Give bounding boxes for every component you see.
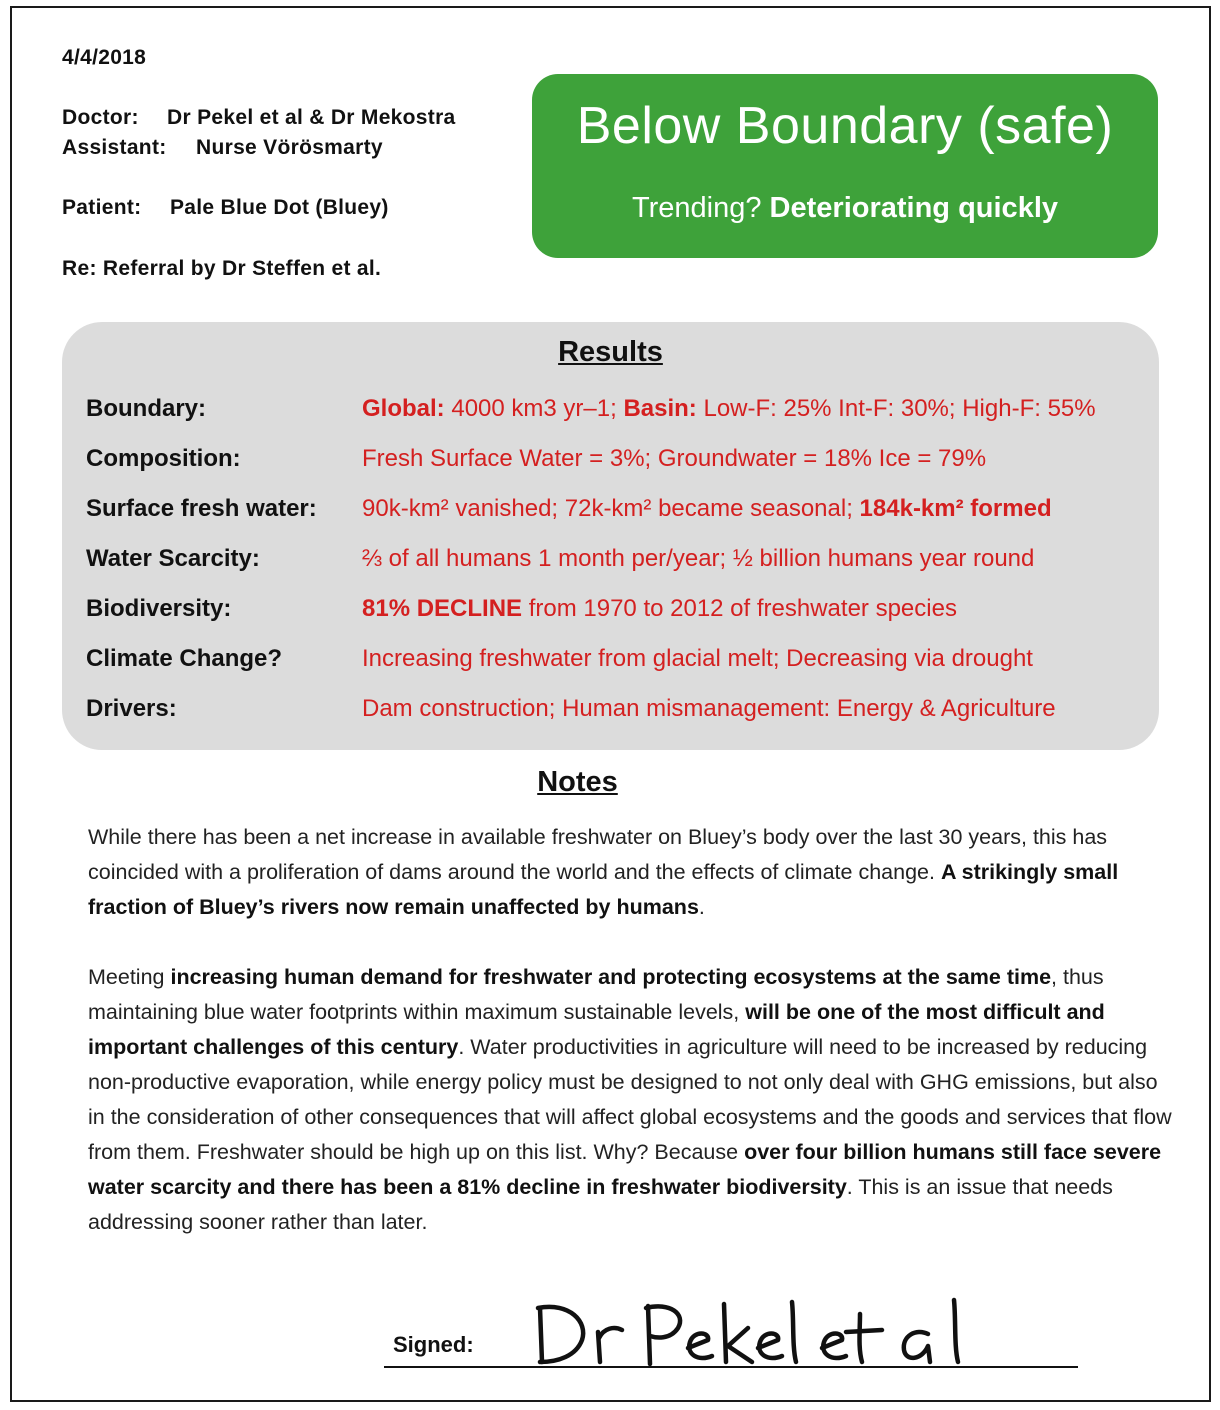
value-emphasis: 81% DECLINE <box>362 595 523 622</box>
value-text: Fresh Surface Water = 3%; Groundwater = 18% Ice = 79% <box>362 445 987 472</box>
value-text: Increasing freshwater from glacial melt; Decreasing via drought <box>362 645 1033 672</box>
signed-label: Signed: <box>393 1332 474 1357</box>
assistant-label: Assistant: <box>62 136 167 159</box>
trend-label: Trending? <box>631 192 762 224</box>
document-date: 4/4/2018 <box>62 46 147 69</box>
patient-line <box>62 196 389 220</box>
doctor-label: Doctor: <box>62 106 139 129</box>
results-row-value <box>362 695 1056 723</box>
notes-text: . This is an issue that needs addressing sooner rather than later. <box>88 1175 1113 1234</box>
assistant-line <box>62 136 383 160</box>
notes-emphasis: increasing human demand for freshwater and protecting ecosystems at the same time <box>170 965 1052 989</box>
results-row-label: Biodiversity: <box>86 595 232 622</box>
notes-text: . <box>698 895 705 919</box>
results-panel <box>62 322 1159 750</box>
notes-text: . Water productivities in agriculture will need to be increased by reducing non-productive evaporation, while energy policy must be designed to not only deal with GHG emissions, but also in the consideration of other consequences that will affect global ecosystems and the goods and services that flow from them. Freshwater should be high up on this list. Why? Because <box>88 1035 1172 1164</box>
results-row-value <box>362 495 1052 523</box>
value-text: Dam construction; Human mismanagement: Energy & Agriculture <box>362 695 1056 722</box>
value-text: 90k-km² vanished; 72k-km² became seasonal; <box>362 495 860 522</box>
value-text: Low-F: 25% Int-F: 30%; High-F: 55% <box>696 395 1096 422</box>
status-trend <box>532 192 1158 225</box>
trend-value: Deteriorating quickly <box>769 192 1059 224</box>
assistant-name: Nurse Vörösmarty <box>196 136 383 159</box>
value-emphasis: Global: <box>362 395 445 422</box>
results-row-value <box>362 645 1033 673</box>
notes-emphasis: will be one of the most difficult and important challenges of this century <box>88 1000 1105 1059</box>
results-row-value <box>362 595 957 623</box>
notes-text: While there has been a net increase in available freshwater on Bluey’s body over the last 30 years, this has coincided with a proliferation of dams around the world and the effects of climate change. <box>88 825 1108 884</box>
notes-emphasis: over four billion humans still face severe water scarcity and there has been a 81% decline in freshwater biodiversity <box>88 1140 1162 1199</box>
results-row-value <box>362 395 1096 423</box>
notes-paragraph-2 <box>88 960 1173 1240</box>
status-title: Below Boundary (safe) <box>576 97 1114 155</box>
results-row-label: Boundary: <box>86 395 206 422</box>
value-text: ⅔ of all humans 1 month per/year; ½ billion humans year round <box>362 545 1035 572</box>
notes-emphasis: A strikingly small fraction of Bluey’s rivers now remain unaffected by humans <box>88 860 1119 919</box>
results-row-label: Composition: <box>86 445 241 472</box>
patient-name: Pale Blue Dot (Bluey) <box>170 196 389 219</box>
doctor-name: Dr Pekel et al & Dr Mekostra <box>167 106 456 129</box>
results-row-label: Drivers: <box>86 695 177 722</box>
notes-text: , thus maintaining blue water footprints within maximum sustainable levels, <box>88 965 1104 1024</box>
value-text: from 1970 to 2012 of freshwater species <box>522 595 957 622</box>
status-badge <box>532 74 1158 258</box>
notes-paragraph-1 <box>88 820 1173 925</box>
value-emphasis: 184k-km² formed <box>859 495 1052 522</box>
referral-line: Re: Referral by Dr Steffen et al. <box>62 257 382 280</box>
results-heading: Results <box>558 336 663 368</box>
results-row-label: Water Scarcity: <box>86 545 260 572</box>
notes-text: Meeting <box>88 965 171 989</box>
handwritten-signature <box>530 1290 980 1370</box>
notes-heading: Notes <box>537 766 618 798</box>
patient-label: Patient: <box>62 196 142 219</box>
results-row-value <box>362 545 1034 573</box>
results-row-label: Climate Change? <box>86 645 283 672</box>
value-emphasis: Basin: <box>623 395 697 422</box>
results-row-label: Surface fresh water: <box>86 495 317 522</box>
results-row-value <box>362 445 986 473</box>
doctor-line <box>62 106 456 130</box>
value-text: 4000 km3 yr–1; <box>444 395 624 422</box>
